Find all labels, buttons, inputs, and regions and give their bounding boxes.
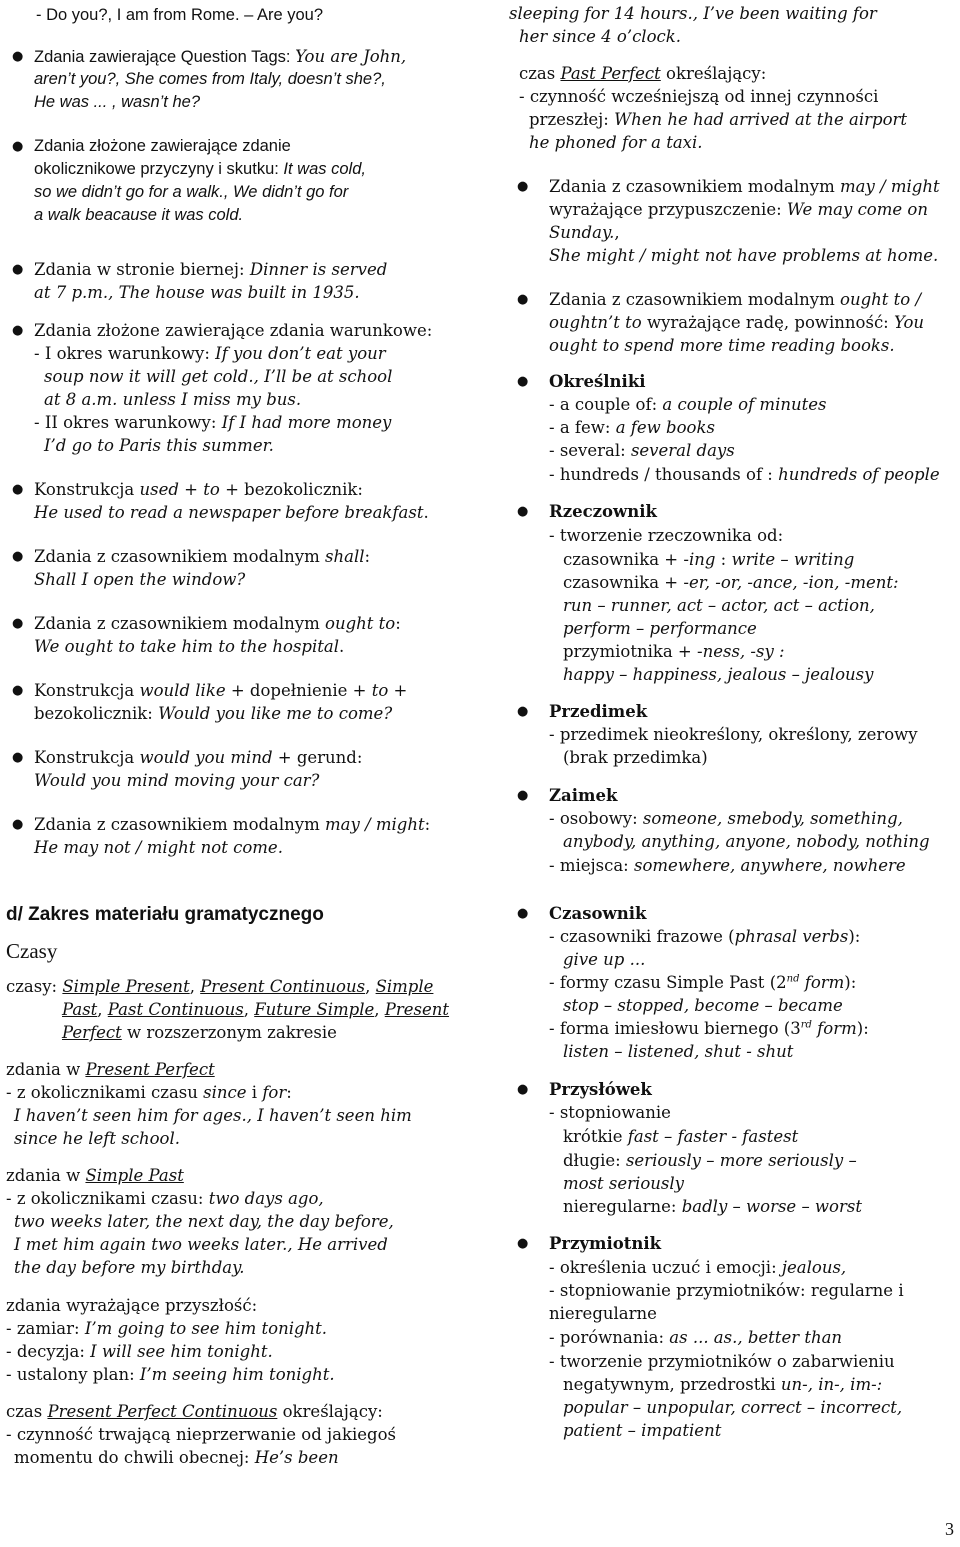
bullet-icon: ● bbox=[12, 323, 24, 338]
question-tags-example: He was ... , wasn’t he? bbox=[34, 93, 200, 111]
przyslowek-line: krótkie fast – faster - fastest bbox=[563, 1127, 799, 1146]
past-perfect-line: - czynność wcześniejszą od innej czynności bbox=[519, 87, 879, 106]
future-line: - ustalony plan: I’m seeing him tonight. bbox=[6, 1365, 335, 1384]
bullet-icon: ● bbox=[517, 374, 529, 389]
ppc-example: her since 4 o’clock. bbox=[519, 27, 682, 46]
shall-heading: Zdania z czasownikiem modalnym shall: bbox=[34, 547, 371, 566]
past-perfect-heading: czas Past Perfect określający: bbox=[519, 64, 767, 83]
przymiotnik-line: - stopniowanie przymiotników: regularne i bbox=[549, 1281, 904, 1300]
may-might-rb-line: Sunday., bbox=[549, 223, 620, 242]
przyslowek-example: most seriously bbox=[563, 1174, 684, 1193]
bullet-icon: ● bbox=[517, 906, 529, 921]
used-to-example: He used to read a newspaper before breakfast. bbox=[34, 503, 429, 522]
present-perfect-heading: zdania w Present Perfect bbox=[6, 1060, 215, 1079]
tenses-line: czasy: Simple Present, Present Continuous, Simple bbox=[6, 977, 434, 996]
okresliniki-item: - hundreds / thousands of : hundreds of people bbox=[549, 465, 940, 484]
rzeczownik-line: - tworzenie rzeczownika od: bbox=[549, 526, 784, 545]
conditional-line: - I okres warunkowy: If you don’t eat your bbox=[34, 344, 386, 363]
ppc-line: momentu do chwili obecnej: He’s been bbox=[14, 1448, 339, 1467]
simple-past-heading: zdania w Simple Past bbox=[6, 1166, 184, 1185]
bullet-icon: ● bbox=[517, 788, 529, 803]
ppc-example: sleeping for 14 hours., I’ve been waiting for bbox=[509, 4, 877, 23]
okresliniki-title: Określniki bbox=[549, 372, 646, 391]
przymiotnik-line: - porównania: as ... as., better than bbox=[549, 1328, 843, 1347]
bullet-icon: ● bbox=[517, 504, 529, 519]
przyslowek-line: nieregularne: badly – worse – worst bbox=[563, 1197, 862, 1216]
future-line: - decyzja: I will see him tonight. bbox=[6, 1342, 273, 1361]
przymiotnik-line: - określenia uczuć i emocji: jealous, bbox=[549, 1258, 847, 1277]
future-line: - zamiar: I’m going to see him tonight. bbox=[6, 1319, 328, 1338]
rzeczownik-line: przymiotnika + -ness, -sy : bbox=[563, 642, 785, 661]
passive-heading: Zdania w stronie biernej: Dinner is served bbox=[34, 260, 388, 279]
simple-past-example: the day before my birthday. bbox=[14, 1258, 245, 1277]
clause-example: so we didn’t go for a walk., We didn’t go for bbox=[34, 183, 349, 201]
zaimek-title: Zaimek bbox=[549, 786, 618, 805]
bullet-icon: ● bbox=[12, 549, 24, 564]
intro-line: - Do you?, I am from Rome. – Are you? bbox=[36, 6, 324, 24]
rzeczownik-example: happy – happiness, jealous – jealousy bbox=[563, 665, 874, 684]
bullet-icon: ● bbox=[517, 1236, 529, 1251]
may-might-example: He may not / might not come. bbox=[34, 838, 283, 857]
subheading-czasy: Czasy bbox=[6, 939, 58, 963]
rzeczownik-line: czasownika + -er, -or, -ance, -ion, -ment: bbox=[563, 573, 899, 592]
rzeczownik-example: perform – performance bbox=[563, 619, 757, 638]
ought-rb-heading: Zdania z czasownikiem modalnym ought to / bbox=[549, 290, 922, 309]
ought-rb-example: ought to spend more time reading books. bbox=[549, 336, 895, 355]
okresliniki-item: - several: several days bbox=[549, 441, 735, 460]
bullet-icon: ● bbox=[12, 683, 24, 698]
przymiotnik-line: - tworzenie przymiotników o zabarwieniu bbox=[549, 1352, 895, 1371]
czasownik-line: - forma imiesłowu biernego (3rd form): bbox=[549, 1019, 869, 1038]
clause-heading: Zdania złożone zawierające zdanie bbox=[34, 137, 291, 155]
shall-example: Shall I open the window? bbox=[34, 570, 246, 589]
simple-past-example: two weeks later, the next day, the day before, bbox=[14, 1212, 394, 1231]
tenses-line: Perfect w rozszerzonym zakresie bbox=[62, 1023, 337, 1042]
przymiotnik-title: Przymiotnik bbox=[549, 1234, 662, 1253]
okresliniki-item: - a couple of: a couple of minutes bbox=[549, 395, 827, 414]
clause-example: a walk beacause it was cold. bbox=[34, 206, 244, 224]
przyslowek-line: długie: seriously – more seriously – bbox=[563, 1151, 857, 1170]
okresliniki-item: - a few: a few books bbox=[549, 418, 715, 437]
zaimek-example: anybody, anything, anyone, nobody, nothing bbox=[563, 832, 930, 851]
present-perfect-example: since he left school. bbox=[14, 1129, 181, 1148]
ppc-line: - czynność trwającą nieprzerwanie od jakiegoś bbox=[6, 1425, 397, 1444]
bullet-icon: ● bbox=[12, 139, 24, 154]
ought-example: We ought to take him to the hospital. bbox=[34, 637, 345, 656]
czasownik-line: - czasowniki frazowe (phrasal verbs): bbox=[549, 927, 861, 946]
przyslowek-title: Przysłówek bbox=[549, 1080, 652, 1099]
question-tags-example: aren’t you?, She comes from Italy, doesn’t she?, bbox=[34, 70, 386, 88]
ppc-heading: czas Present Perfect Continuous określający: bbox=[6, 1402, 383, 1421]
ought-heading: Zdania z czasownikiem modalnym ought to: bbox=[34, 614, 401, 633]
would-mind-example: Would you mind moving your car? bbox=[34, 771, 320, 790]
tenses-line: Past, Past Continuous, Future Simple, Present bbox=[62, 1000, 450, 1019]
bullet-icon: ● bbox=[12, 750, 24, 765]
bullet-icon: ● bbox=[517, 292, 529, 307]
past-perfect-example: he phoned for a taxi. bbox=[529, 133, 703, 152]
may-might-rb-example: She might / might not have problems at home. bbox=[549, 246, 939, 265]
question-tags-line: Zdania zawierające Question Tags: You are John, bbox=[34, 47, 407, 66]
page-number: 3 bbox=[945, 1519, 954, 1539]
przymiotnik-example: popular – unpopular, correct – incorrect, bbox=[563, 1398, 903, 1417]
may-might-rb-line: wyrażające przypuszczenie: We may come on bbox=[549, 200, 928, 219]
conditional-heading: Zdania złożone zawierające zdania warunkowe: bbox=[34, 321, 433, 340]
bullet-icon: ● bbox=[12, 616, 24, 631]
przymiotnik-line: negatywnym, przedrostki un-, in-, im-: bbox=[563, 1375, 883, 1394]
bullet-icon: ● bbox=[12, 817, 24, 832]
bullet-icon: ● bbox=[517, 1082, 529, 1097]
rzeczownik-example: run – runner, act – actor, act – action, bbox=[563, 596, 875, 615]
may-might-heading: Zdania z czasownikiem modalnym may / might: bbox=[34, 815, 431, 834]
bullet-icon: ● bbox=[12, 482, 24, 497]
present-perfect-line: - z okolicznikami czasu since i for: bbox=[6, 1083, 292, 1102]
przedimek-line: - przedimek nieokreślony, określony, zerowy bbox=[549, 725, 918, 744]
clause-heading: okolicznikowe przyczyny i skutku: It was cold, bbox=[34, 160, 366, 178]
czasownik-example: stop – stopped, become – became bbox=[563, 996, 843, 1015]
czasownik-line: - formy czasu Simple Past (2nd form): bbox=[549, 973, 857, 992]
conditional-line: at 8 a.m. unless I miss my bus. bbox=[44, 390, 302, 409]
przymiotnik-line: nieregularne bbox=[549, 1304, 657, 1323]
would-like-heading: Konstrukcja would like + dopełnienie + to + bbox=[34, 681, 408, 700]
simple-past-line: - z okolicznikami czasu: two days ago, bbox=[6, 1189, 324, 1208]
czasownik-example: give up ... bbox=[563, 950, 646, 969]
bullet-icon: ● bbox=[12, 262, 24, 277]
czasownik-example: listen – listened, shut - shut bbox=[563, 1042, 794, 1061]
bullet-icon: ● bbox=[517, 704, 529, 719]
zaimek-line: - miejsca: somewhere, anywhere, nowhere bbox=[549, 856, 906, 875]
bullet-icon: ● bbox=[517, 179, 529, 194]
present-perfect-example: I haven’t seen him for ages., I haven’t seen him bbox=[14, 1106, 412, 1125]
conditional-line: I’d go to Paris this summer. bbox=[44, 436, 274, 455]
przedimek-title: Przedimek bbox=[549, 702, 648, 721]
rzeczownik-title: Rzeczownik bbox=[549, 502, 657, 521]
future-heading: zdania wyrażające przyszłość: bbox=[6, 1296, 258, 1315]
conditional-line: - II okres warunkowy: If I had more money bbox=[34, 413, 392, 432]
used-to-heading: Konstrukcja used + to + bezokolicznik: bbox=[34, 480, 363, 499]
przyslowek-line: - stopniowanie bbox=[549, 1103, 671, 1122]
przymiotnik-example: patient – impatient bbox=[563, 1421, 722, 1440]
past-perfect-line: przeszłej: When he had arrived at the airport bbox=[529, 110, 908, 129]
would-like-example: bezokolicznik: Would you like me to come? bbox=[34, 704, 393, 723]
ought-rb-line: oughtn’t to wyrażające radę, powinność: You bbox=[549, 313, 925, 332]
passive-example: at 7 p.m., The house was built in 1935. bbox=[34, 283, 360, 302]
czasownik-title: Czasownik bbox=[549, 904, 647, 923]
przedimek-line: (brak przedimka) bbox=[563, 748, 708, 767]
section-heading: d/ Zakres materiału gramatycznego bbox=[6, 904, 324, 925]
may-might-rb-heading: Zdania z czasownikiem modalnym may / might bbox=[549, 177, 940, 196]
would-mind-heading: Konstrukcja would you mind + gerund: bbox=[34, 748, 363, 767]
simple-past-example: I met him again two weeks later., He arrived bbox=[14, 1235, 388, 1254]
bullet-icon: ● bbox=[12, 49, 24, 64]
conditional-line: soup now it will get cold., I’ll be at school bbox=[44, 367, 393, 386]
zaimek-line: - osobowy: someone, smebody, something, bbox=[549, 809, 903, 828]
rzeczownik-line: czasownika + -ing : write – writing bbox=[563, 550, 855, 569]
